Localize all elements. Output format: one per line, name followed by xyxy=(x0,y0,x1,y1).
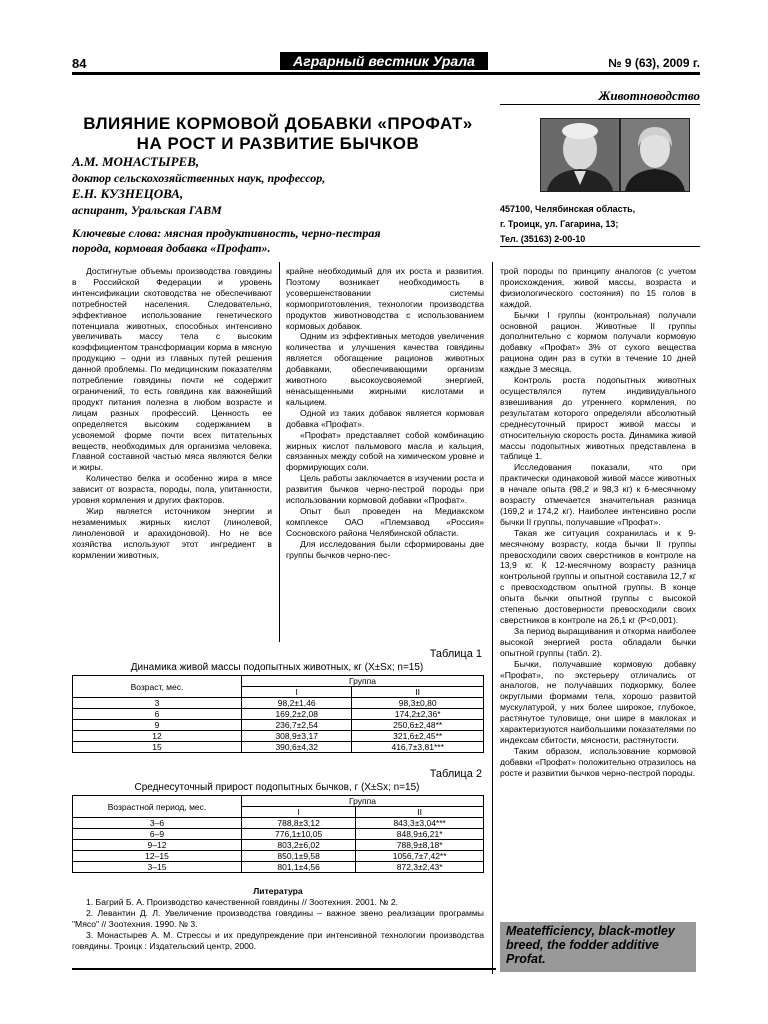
author-photo-1 xyxy=(540,118,620,192)
table-row xyxy=(73,818,484,829)
text-column-2 xyxy=(286,266,484,560)
author-block xyxy=(72,154,492,218)
paragraph: Таким образом, использование кормовой добавки «Профат» положительно отразилось на росте и развитии бычков черно-пестрой породы. xyxy=(500,745,696,778)
paragraph: Жир является источником энергии и незаменимых жирных кислот (линолевой, линоленовой и арахидоновой). Но не все хозяйства используют этот ингредиент в кормлении животных, xyxy=(72,505,272,560)
table-header: I xyxy=(242,687,352,698)
table-2 xyxy=(72,795,484,873)
table-row xyxy=(73,829,484,840)
cell: 12–15 xyxy=(73,851,242,862)
address-line: 457100, Челябинская область, xyxy=(500,204,636,214)
table-2-title: Среднесуточный прирост подопытных бычков, г (X±Sx; n=15) xyxy=(134,782,420,793)
author-1-name: А.М. МОНАСТЫРЕВ, xyxy=(72,154,200,169)
cell: 236,7±2,54 xyxy=(242,720,352,731)
cell: 9–12 xyxy=(73,840,242,851)
paragraph: «Профат» представляет собой комбинацию жирных кислот пальмового масла и кальция, связанных между собой на химическом уровне и формирующих соли. xyxy=(286,429,484,473)
cell: 788,9±8,18* xyxy=(356,840,484,851)
author-1-title: доктор сельскохозяйственных наук, профессор, xyxy=(72,171,326,185)
text-column-3 xyxy=(500,266,696,779)
reference-item: 3. Монастырев А. М. Стрессы и их предупреждение при интенсивной технологии производства говядины. Троицк : Издательский центр, 2000. xyxy=(72,930,484,951)
keywords xyxy=(72,226,492,256)
cell: 169,2±2,08 xyxy=(242,709,352,720)
cell: 6–9 xyxy=(73,829,242,840)
table-row xyxy=(73,731,484,742)
cell: 843,3±3,04*** xyxy=(356,818,484,829)
title-line-2: НА РОСТ И РАЗВИТИЕ БЫЧКОВ xyxy=(136,134,420,153)
section-rule xyxy=(500,104,700,105)
table-1-caption: Таблица 1 xyxy=(429,648,482,660)
paragraph: Одним из эффективных методов увеличения количества и улучшения качества говядины является обогащение рационов животных добавками, обеспечивающими организм животного высокоусвояемой энергией, ненасыщенными жирными кислотами и кальцием. xyxy=(286,331,484,407)
references-heading: Литература xyxy=(253,886,303,896)
paragraph: Бычки I группы (контрольная) получали основной рацион. Животные II группы дополнительно с кормом получали кормовую добавку «Профат» 3% от сухого вещества рациона один раз в сутки в течение 10 дней каждые 3 месяца. xyxy=(500,309,696,375)
table-header: I xyxy=(242,807,356,818)
paragraph: Для исследования были сформированы две группы бычков черно-пес- xyxy=(286,538,484,560)
address-line: Тел. (35163) 2-00-10 xyxy=(500,234,586,244)
bottom-rule xyxy=(72,968,496,970)
table-header: Возрастной период, мес. xyxy=(73,796,242,818)
author-photo-2 xyxy=(620,118,690,192)
table-header: Группа xyxy=(242,676,484,687)
cell: 390,6±4,32 xyxy=(242,742,352,753)
cell: 98,2±1,46 xyxy=(242,698,352,709)
reference-item: 2. Левантин Д. Л. Увеличение производства говядины – важное звено реализации программы "Мясо" // Зоотехния. 1990. № 3. xyxy=(72,908,484,929)
title-line-1: ВЛИЯНИЕ КОРМОВОЙ ДОБАВКИ «ПРОФАТ» xyxy=(83,114,473,133)
cell: 788,8±3,12 xyxy=(242,818,356,829)
column-divider xyxy=(279,262,280,642)
cell: 9 xyxy=(73,720,242,731)
cell: 321,6±2,45** xyxy=(352,731,484,742)
paragraph: Такая же ситуация сохранилась и к 9-месячному возрасту, когда бычки II группы превосходили своих сверстников в контроле на 13,9 кг. К 12-месячному возрасту разница контрольной группы и опытной составила 12,7 кг с превосходством опытной группы. В конце опыта бычки опытной группы с высокой степенью достоверности превосходили своих сверстников в контроле на 26,1 кг (P<0,001). xyxy=(500,527,696,625)
paragraph: Одной из таких добавок является кормовая добавка «Профат». xyxy=(286,407,484,429)
cell: 416,7±3,81*** xyxy=(352,742,484,753)
table-header: II xyxy=(352,687,484,698)
cell: 98,3±0,80 xyxy=(352,698,484,709)
cell: 12 xyxy=(73,731,242,742)
cell: 3 xyxy=(73,698,242,709)
author-2-name: Е.Н. КУЗНЕЦОВА, xyxy=(72,186,184,201)
author-2-title: аспирант, Уральская ГАВМ xyxy=(72,203,222,217)
journal-title: Аграрный вестник Урала xyxy=(280,52,488,70)
cell: 801,1±4,56 xyxy=(242,862,356,873)
issue-number: № 9 (63), 2009 г. xyxy=(608,56,700,70)
section-label: Животноводство xyxy=(598,88,700,103)
paragraph: Достигнутые объемы производства говядины в Российской Федерации и уровень интенсификации скотоводства не обеспечивают потребностей населения. Следовательно, эффективное использование генетического потенциала животных, способных интенсивно увеличивать массу тела с высоким коэффициентом трансформации корма в мясную продукцию – одни из главных путей решения данной проблемы. По медицинским показателям потребление говядины почти не содержит ограничений, то есть говядина как важнейший продукт питания полезна в любом возрасте и лицам разных профессий. Ценность ее определяется высоким содержанием в усвояемой форме почти всех питательных веществ, необходимых для организма человека. Главной составной частью мяса являются белки и жиры. xyxy=(72,266,272,473)
cell: 6 xyxy=(73,709,242,720)
address-rule xyxy=(500,246,700,247)
table-2-caption: Таблица 2 xyxy=(429,768,482,780)
paragraph: Количество белка и особенно жира в мясе зависит от возраста, породы, пола, упитанности, уровня кормления и других факторов. xyxy=(72,473,272,506)
cell: 3–6 xyxy=(73,818,242,829)
references xyxy=(72,886,484,952)
cell: 848,9±6,21* xyxy=(356,829,484,840)
cell: 174,2±2,36* xyxy=(352,709,484,720)
paragraph: Цель работы заключается в изучении роста и развития бычков черно-пестрой породы при использовании кормовой добавки «Профат». xyxy=(286,473,484,506)
paragraph: Опыт был проведен на Медиакском комплексе ОАО «Племзавод «Россия» Сосновского района Челябинской области. xyxy=(286,505,484,538)
cell: 1056,7±7,42** xyxy=(356,851,484,862)
cell: 308,9±3,17 xyxy=(242,731,352,742)
paragraph: трой породы по принципу аналогов (с учетом происхождения, живой массы, возраста и физиологического состояния) по 15 голов в каждой. xyxy=(500,266,696,309)
table-row xyxy=(73,862,484,873)
paragraph: Исследования показали, что при практически одинаковой живой массе животных в начале опыта (98,2 и 98,3 кг) к 6-месячному возрасту отмечается значительная разница (169,2 и 174,2 кг). Наиболее интенсивно росли бычки II группы, получавшие «Профат». xyxy=(500,462,696,527)
page-number: 84 xyxy=(72,56,87,71)
table-row xyxy=(73,709,484,720)
table-row xyxy=(73,851,484,862)
cell: 776,1±10,05 xyxy=(242,829,356,840)
table-header: Группа xyxy=(242,796,484,807)
author-address xyxy=(500,202,700,247)
paragraph: Бычки, получавшие кормовую добавку «Профат», по экстерьеру отличались от аналогов, не получавших подкормку, более округлыми формами тела, хорошо развитой мускулатурой, у них более широкое, глубокое, растянутое туловище, они шире в маклоках и характеризуются наибольшими показателями по индексам сбитости, мясности, растянутости. xyxy=(500,658,696,745)
table-row xyxy=(73,698,484,709)
paragraph: За период выращивания и откорма наиболее высокой энергией роста обладали бычки опытной группы (табл. 2). xyxy=(500,625,696,658)
cell: 872,3±2,43* xyxy=(356,862,484,873)
keywords-line-1: Ключевые слова: мясная продуктивность, черно-пестрая xyxy=(72,226,381,240)
english-keywords-box: Meatefficiency, black-motley breed, the fodder additive Profat. xyxy=(500,922,696,972)
text-column-1 xyxy=(72,266,272,560)
header-rule-thin xyxy=(72,74,700,75)
paragraph: Контроль роста подопытных животных осуществлялся путем индивидуального взвешивания до утреннего кормления, по результатам которого определяли абсолютный среднесуточный прирост живой массы и относительную скорость роста. Динамика живой массы подопытных животных представлена в таблице 1. xyxy=(500,375,696,462)
cell: 15 xyxy=(73,742,242,753)
keywords-line-2: порода, кормовая добавка «Профат». xyxy=(72,241,271,255)
table-header: Возраст, мес. xyxy=(73,676,242,698)
table-1-title: Динамика живой массы подопытных животных, кг (X±Sx; n=15) xyxy=(130,662,424,673)
table-row xyxy=(73,742,484,753)
table-row xyxy=(73,720,484,731)
table-1 xyxy=(72,675,484,753)
cell: 3–15 xyxy=(73,862,242,873)
table-header: II xyxy=(356,807,484,818)
reference-item: 1. Багрий Б. А. Производство качественной говядины // Зоотехния. 2001. № 2. xyxy=(86,897,399,907)
article-title xyxy=(72,114,484,154)
address-line: г. Троицк, ул. Гагарина, 13; xyxy=(500,219,619,229)
cell: 250,6±2,48** xyxy=(352,720,484,731)
cell: 850,1±9,58 xyxy=(242,851,356,862)
column-divider xyxy=(492,262,493,974)
table-row xyxy=(73,840,484,851)
paragraph: крайне необходимый для их роста и развития. Поэтому возникает необходимость в усовершенствовании системы кормоприготовления, технологии производства продуктов животноводства с использованием кормовых добавок. xyxy=(286,266,484,331)
cell: 803,2±6,02 xyxy=(242,840,356,851)
